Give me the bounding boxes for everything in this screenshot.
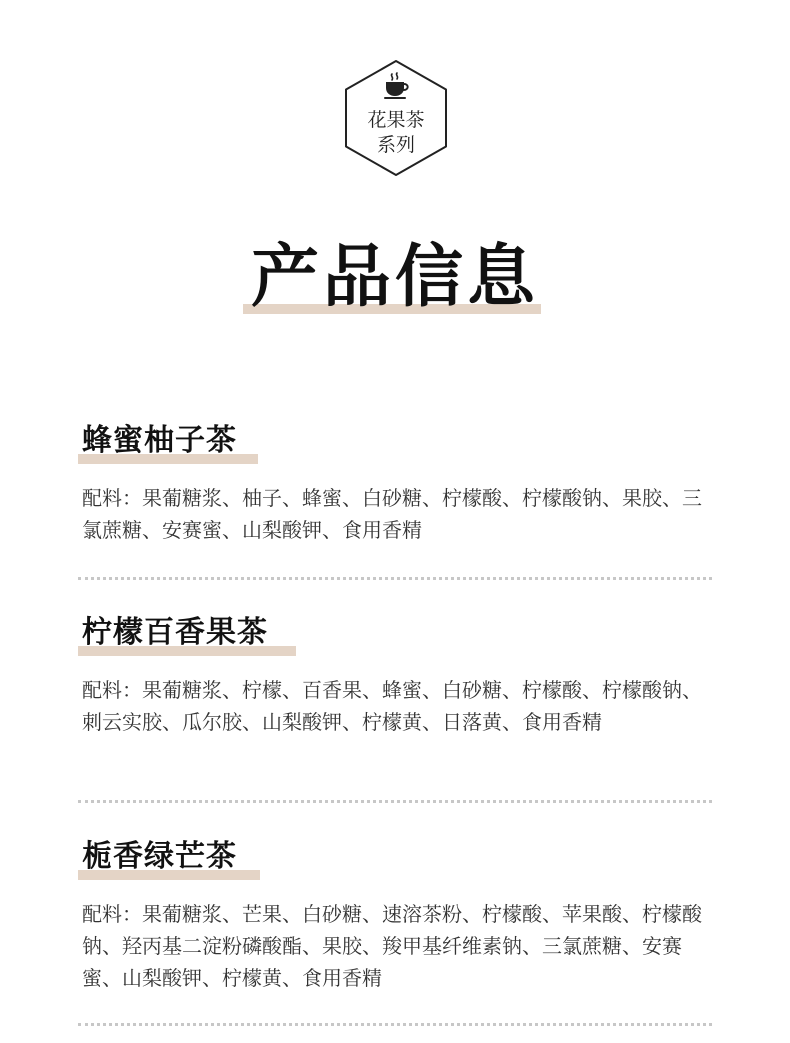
section-divider bbox=[78, 1023, 712, 1026]
product-ingredients: 配料：果葡糖浆、柠檬、百香果、蜂蜜、白砂糖、柠檬酸、柠檬酸钠、刺云实胶、瓜尔胶、山梨酸钾、柠檬黄、日落黄、食用香精 bbox=[82, 678, 702, 734]
page-title-block bbox=[0, 238, 790, 318]
product-ingredients: 配料：果葡糖浆、芒果、白砂糖、速溶茶粉、柠檬酸、苹果酸、柠檬酸钠、羟丙基二淀粉磷酸酯、果胶、羧甲基纤维素钠、三氯蔗糖、安赛蜜、山梨酸钾、柠檬黄、食用香精 bbox=[82, 902, 702, 990]
product-name-block bbox=[78, 614, 272, 656]
product-name-block bbox=[78, 838, 241, 880]
product-name: 栀香绿芒茶 bbox=[82, 839, 237, 874]
section-divider bbox=[78, 800, 712, 803]
page-title: 产品信息 bbox=[250, 238, 539, 317]
product-name: 柠檬百香果茶 bbox=[82, 615, 268, 650]
product-name: 蜂蜜柚子茶 bbox=[82, 423, 237, 458]
badge-line-2: 系列 bbox=[376, 134, 415, 156]
section-divider bbox=[78, 577, 712, 580]
product-name-block bbox=[78, 422, 241, 464]
badge-line-1: 花果茶 bbox=[367, 109, 425, 131]
series-badge bbox=[343, 59, 449, 177]
product-ingredients: 配料：果葡糖浆、柚子、蜂蜜、白砂糖、柠檬酸、柠檬酸钠、果胶、三氯蔗糖、安赛蜜、山梨酸钾、食用香精 bbox=[82, 486, 702, 542]
coffee-cup-icon bbox=[381, 71, 411, 101]
